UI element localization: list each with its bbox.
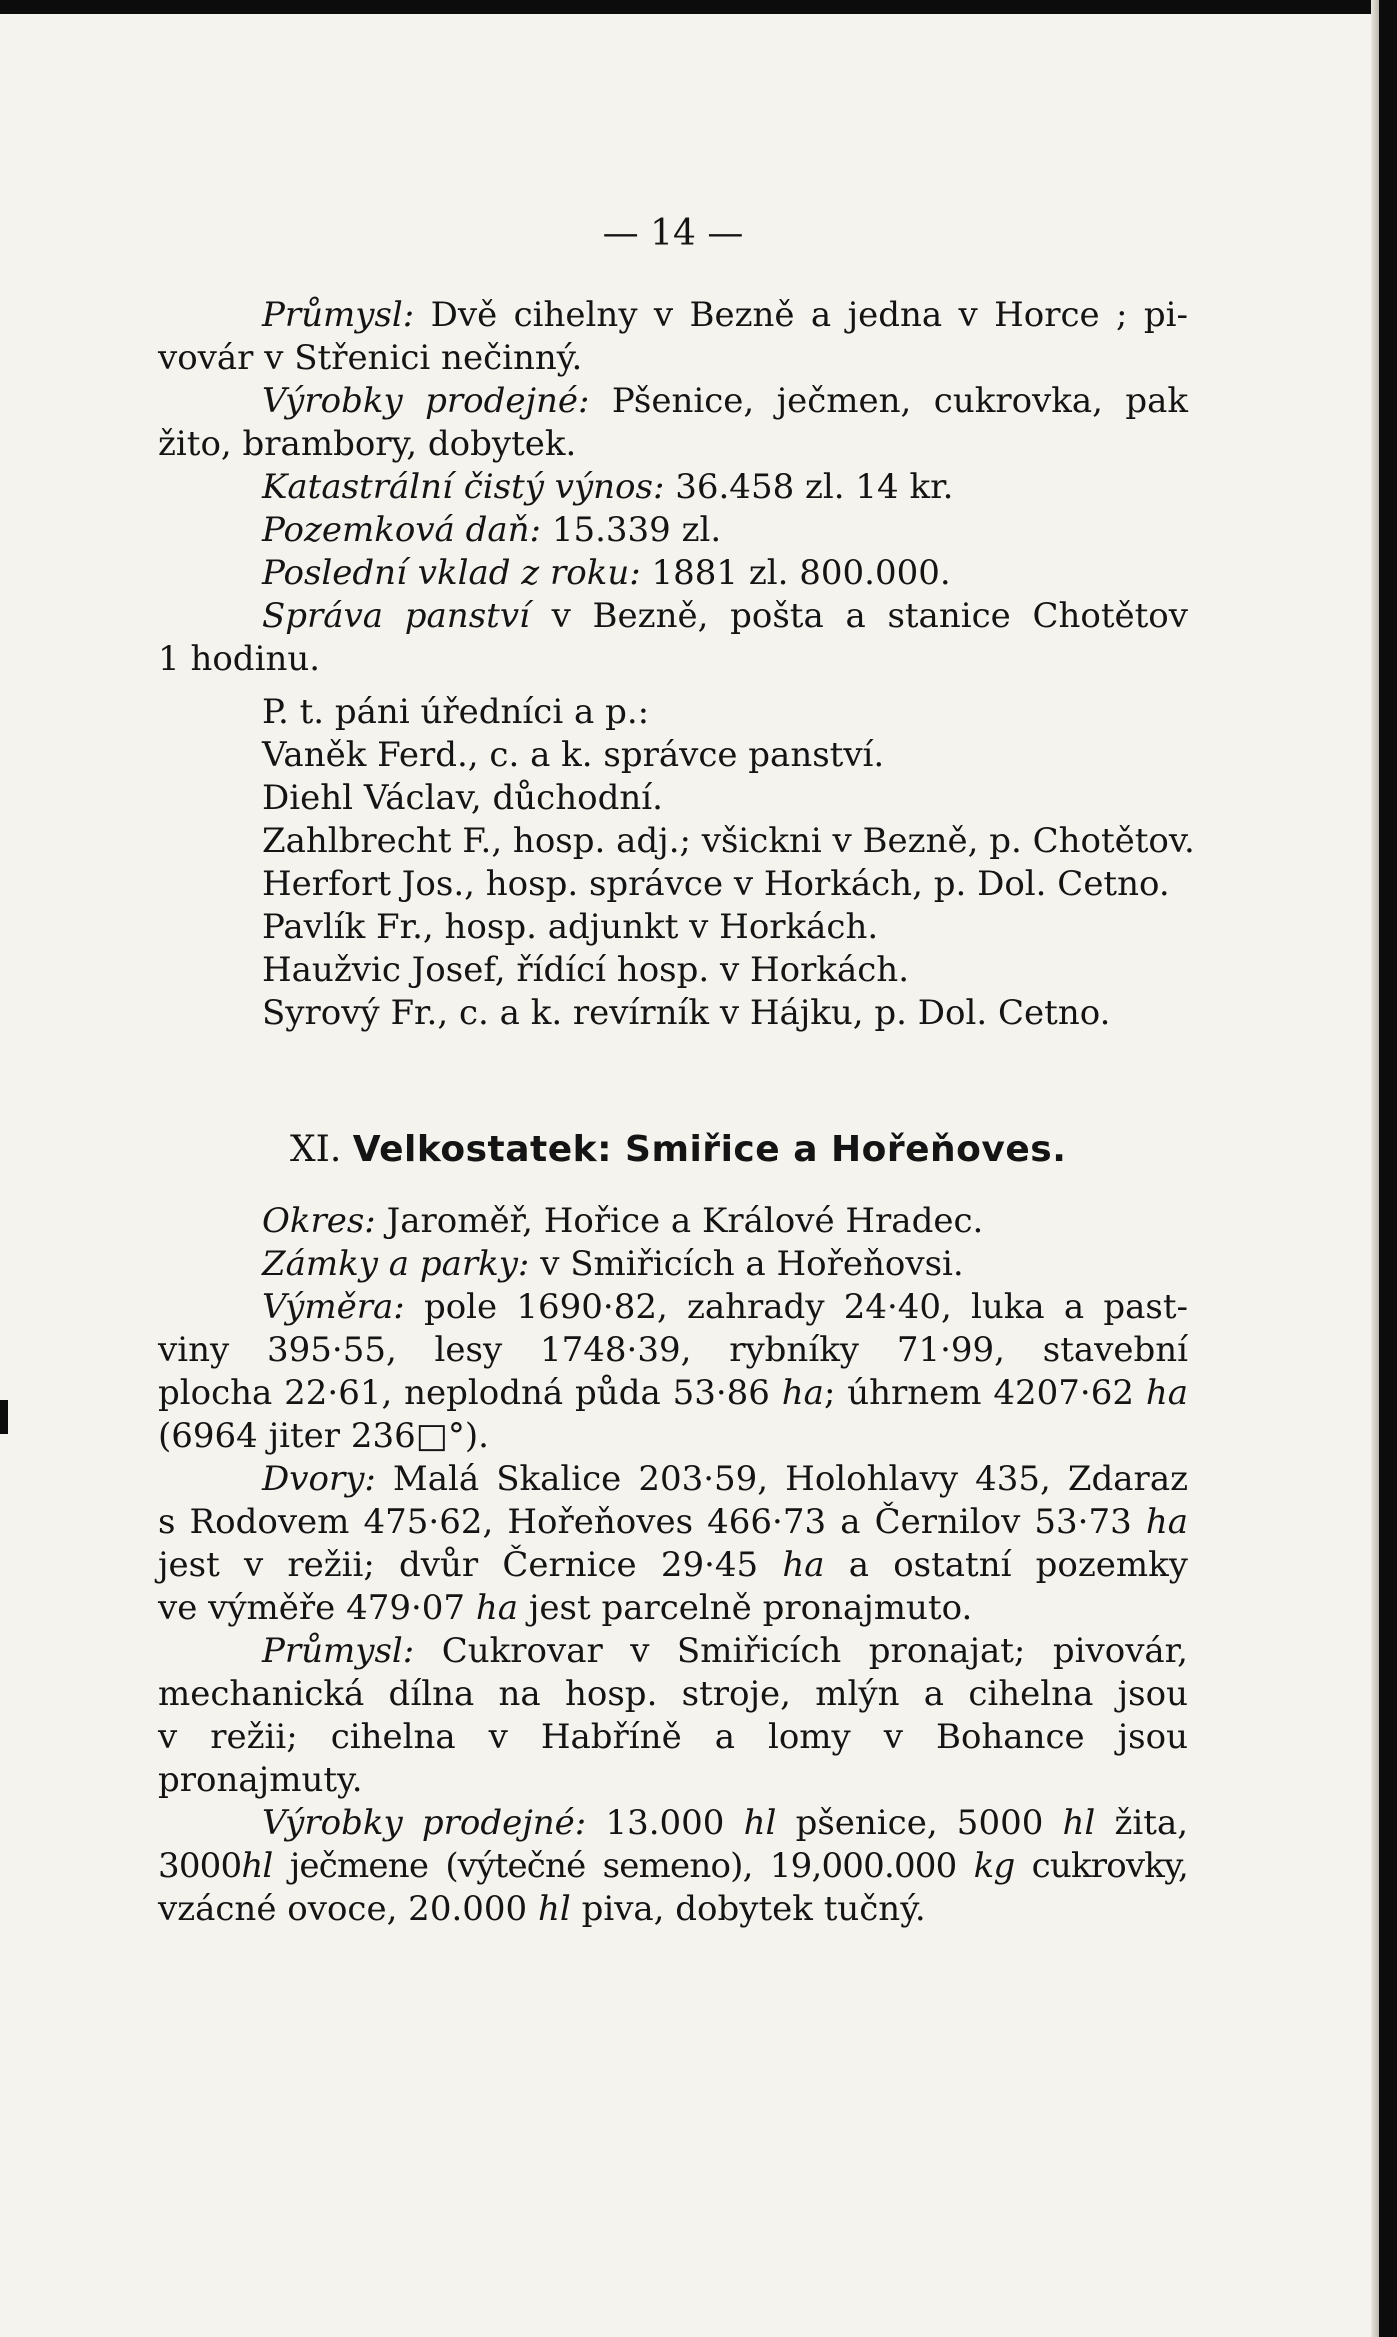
prumysl2-line-3: v režii; cihelna v Habříně a lomy v Bohance jsou <box>158 1717 1188 1757</box>
okres-line: Okres: Jaroměř, Hořice a Králové Hradec. <box>262 1201 984 1241</box>
prumysl-line-1: Průmysl: Dvě cihelny v Bezně a jedna v Horce ; pi- <box>262 295 1188 335</box>
official-row: Vaněk Ferd., c. a k. správce panství. <box>262 735 885 775</box>
official-row: Pavlík Fr., hosp. adjunkt v Horkách. <box>262 907 879 947</box>
page-edge-shadow <box>1371 0 1379 2337</box>
section-estate-continued <box>158 294 1195 1035</box>
vyrobky-line-2: žito, brambory, dobytek. <box>158 424 577 464</box>
section-title: Velkostatek: Smiřice a Hořeňoves. <box>352 1129 1067 1170</box>
vymera-line-4: (6964 jiter 236□°). <box>158 1416 489 1456</box>
vyrobky2-line-2: 3000hl ječmene (výtečné semeno), 19,000.000 kg cukrovky, <box>158 1846 1189 1886</box>
vymera-line-1: Výměra: pole 1690·82, zahrady 24·40, luka a past- <box>262 1287 1188 1327</box>
vklad-line: Poslední vklad z roku: 1881 zl. 800.000. <box>262 553 951 593</box>
zamky-line: Zámky a parky: v Smiřicích a Hořeňovsi. <box>262 1244 964 1284</box>
page-number: — 14 — <box>602 213 744 254</box>
prumysl2-line-2: mechanická dílna na hosp. stroje, mlýn a cihelna jsou <box>158 1674 1188 1714</box>
dvory-line-4: ve výměře 479·07 ha jest parcelně pronajmuto. <box>158 1588 973 1628</box>
dvory-line-3: jest v režii; dvůr Černice 29·45 ha a ostatní pozemky <box>158 1545 1188 1585</box>
vyrobky2-line-1: Výrobky prodejné: 13.000 hl pšenice, 5000 hl žita, <box>262 1803 1189 1843</box>
vyrobky2-line-3: vzácné ovoce, 20.000 hl piva, dobytek tučný. <box>158 1889 926 1929</box>
scan-top-edge <box>0 0 1397 14</box>
officials-intro: P. t. páni úředníci a p.: <box>262 692 650 732</box>
prumysl2-line-1: Průmysl: Cukrovar v Smiřicích pronajat; pivovár, <box>262 1631 1188 1671</box>
vyrobky-line-1: Výrobky prodejné: Pšenice, ječmen, cukrovka, pak <box>262 381 1188 421</box>
prumysl2-line-4: pronajmuty. <box>158 1760 363 1800</box>
scan-left-mark <box>0 1400 8 1434</box>
prumysl-line-2: vovár v Střenici nečinný. <box>158 338 583 378</box>
dvory-line-2: s Rodovem 475·62, Hořeňoves 466·73 a Černilov 53·73 ha <box>158 1502 1189 1542</box>
official-row: Haužvic Josef, řídící hosp. v Horkách. <box>262 950 910 990</box>
scan-right-edge <box>1379 0 1397 2337</box>
vymera-line-2: viny 395·55, lesy 1748·39, rybníky 71·99, stavební <box>158 1330 1188 1370</box>
section-numeral: XI. <box>290 1129 342 1170</box>
vymera-line-3: plocha 22·61, neplodná půda 53·86 ha; úhrnem 4207·62 ha <box>158 1373 1188 1413</box>
sprava-line-1: Správa panství v Bezně, pošta a stanice Chotětov <box>262 596 1188 636</box>
section-heading <box>158 1120 1188 1180</box>
official-row: Zahlbrecht F., hosp. adj.; všickni v Bezně, p. Chotětov. <box>262 821 1195 861</box>
official-row: Diehl Václav, důchodní. <box>262 778 663 818</box>
sprava-line-2: 1 hodinu. <box>158 639 321 679</box>
official-row: Syrový Fr., c. a k. revírník v Hájku, p. Dol. Cetno. <box>262 993 1111 1033</box>
official-row: Herfort Jos., hosp. správce v Horkách, p. Dol. Cetno. <box>262 864 1170 904</box>
section-smirice <box>158 1200 1188 1931</box>
vyrobky-label: Výrobky prodejné: <box>262 381 590 421</box>
dvory-line-1: Dvory: Malá Skalice 203·59, Holohlavy 435, Zdaraz <box>262 1459 1188 1499</box>
dan-line: Pozemková daň: 15.339 zl. <box>262 510 722 550</box>
prumysl-label: Průmysl: <box>262 295 415 335</box>
katastr-line: Katastrální čistý výnos: 36.458 zl. 14 kr. <box>262 467 954 507</box>
